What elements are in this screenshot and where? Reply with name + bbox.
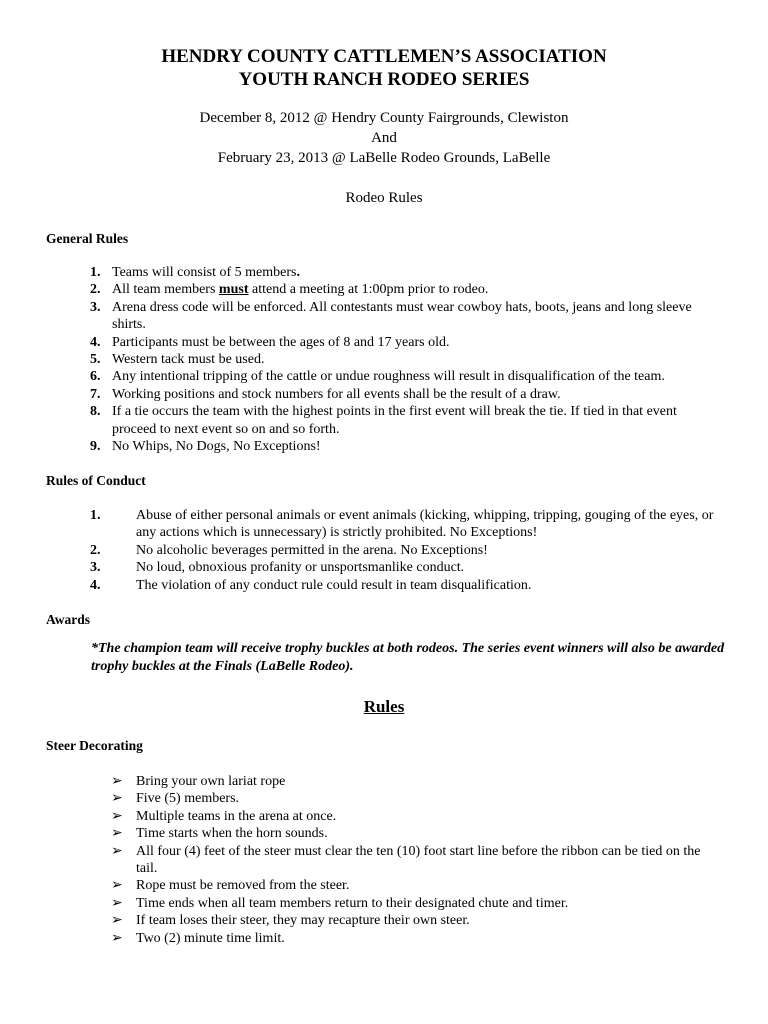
list-number: 9. <box>90 439 101 455</box>
arrow-bullet-icon: ➢ <box>111 913 123 929</box>
list-number: 5. <box>90 352 101 368</box>
list-item <box>0 808 768 825</box>
list-item <box>0 542 768 559</box>
list-item <box>0 577 768 594</box>
doc-title-line-1: HENDRY COUNTY CATTLEMEN’S ASSOCIATION <box>161 46 607 67</box>
arrow-bullet-icon: ➢ <box>111 843 123 859</box>
list-text: Abuse of either personal animals or event animals (kicking, whipping, tripping, gouging of the eyes, or any actions which is unnecessary) is strictly prohibited. No Exceptions! <box>136 508 714 541</box>
list-text: No Whips, No Dogs, No Exceptions! <box>112 439 321 455</box>
arrow-bullet-icon: ➢ <box>111 826 123 842</box>
list-item <box>0 790 768 807</box>
list-item <box>0 438 768 455</box>
list-text: Arena dress code will be enforced. All contestants must wear cowboy hats, boots, jeans and long sleeve shirts. <box>112 299 692 333</box>
steer-decorating-list <box>0 773 768 947</box>
list-text: If team loses their steer, they may recapture their own steer. <box>136 913 470 929</box>
list-text: No loud, obnoxious profanity or unsportsmanlike conduct. <box>136 560 465 576</box>
list-text: Bring your own lariat rope <box>136 774 286 789</box>
list-item <box>0 507 768 542</box>
list-item <box>0 281 768 298</box>
list-text: Teams will consist of 5 members <box>112 265 297 280</box>
list-item <box>0 877 768 894</box>
general-rules-heading: General Rules <box>46 231 129 246</box>
list-item <box>0 559 768 576</box>
awards-text: *The champion team will receive trophy buckles at both rodeos. The series event winners will also be awarded trophy buckles at the Finals (LaBelle Rodeo). <box>91 641 725 674</box>
list-text: Working positions and stock numbers for all events shall be the result of a draw. <box>112 386 561 402</box>
list-text: Time ends when all team members return to their designated chute and timer. <box>136 895 569 911</box>
list-item <box>0 299 768 334</box>
list-number: 4. <box>90 334 101 350</box>
arrow-bullet-icon: ➢ <box>111 774 123 789</box>
list-item <box>0 351 768 368</box>
arrow-bullet-icon: ➢ <box>111 895 123 911</box>
steer-decorating-heading: Steer Decorating <box>46 738 143 753</box>
arrow-bullet-icon: ➢ <box>111 878 123 894</box>
general-rules-list <box>0 264 768 455</box>
list-number: 3. <box>90 560 101 576</box>
awards-heading: Awards <box>46 612 91 627</box>
doc-subtitle: Rodeo Rules <box>345 190 423 206</box>
list-text-tail: . <box>296 265 300 280</box>
list-text: If a tie occurs the team with the highest points in the first event will break the tie. If tied in that event proceed to next event so on and so forth. <box>112 404 677 437</box>
list-item <box>0 773 768 790</box>
list-number: 3. <box>90 299 101 315</box>
list-number: 2. <box>90 282 101 298</box>
list-number: 6. <box>90 369 101 385</box>
list-number: 1. <box>90 265 101 280</box>
conduct-rules-heading: Rules of Conduct <box>46 473 146 488</box>
list-text: No alcoholic beverages permitted in the arena. No Exceptions! <box>136 542 488 558</box>
list-text: Multiple teams in the arena at once. <box>136 808 337 824</box>
doc-title-line-2: YOUTH RANCH RODEO SERIES <box>238 69 530 90</box>
arrow-bullet-icon: ➢ <box>111 808 123 824</box>
list-text: attend a meeting at 1:00pm prior to rodeo. <box>248 282 489 298</box>
conduct-rules-list <box>0 507 768 594</box>
list-text: Rope must be removed from the steer. <box>136 878 350 894</box>
list-text: Any intentional tripping of the cattle or undue roughness will result in disqualification of the team. <box>112 369 665 385</box>
rules-section-title: Rules <box>363 697 405 716</box>
event-and: And <box>371 130 397 146</box>
list-number: 2. <box>90 542 101 558</box>
list-item <box>0 895 768 912</box>
list-text: Western tack must be used. <box>112 352 265 368</box>
list-text: Two (2) minute time limit. <box>136 930 285 946</box>
arrow-bullet-icon: ➢ <box>111 930 123 946</box>
list-item <box>0 334 768 351</box>
list-item <box>0 368 768 385</box>
list-item <box>0 264 768 281</box>
arrow-bullet-icon: ➢ <box>111 791 123 807</box>
list-item <box>0 930 768 947</box>
list-item <box>0 403 768 438</box>
event-date-2: February 23, 2013 @ LaBelle Rodeo Grounds, LaBelle <box>217 150 551 166</box>
list-number: 4. <box>90 577 101 593</box>
list-item <box>0 843 768 878</box>
list-number: 7. <box>90 386 101 402</box>
list-item <box>0 912 768 929</box>
event-date-1: December 8, 2012 @ Hendry County Fairgrounds, Clewiston <box>199 110 569 126</box>
list-item <box>0 386 768 403</box>
list-item <box>0 825 768 842</box>
emphasis-must: must <box>218 282 249 298</box>
list-text: All four (4) feet of the steer must clear the ten (10) foot start line before the ribbon can be tied on the tail. <box>136 843 701 877</box>
list-number: 1. <box>90 508 101 523</box>
list-text: All team members <box>112 282 219 298</box>
list-text: The violation of any conduct rule could result in team disqualification. <box>136 577 532 593</box>
list-text: Five (5) members. <box>136 791 240 807</box>
list-text: Time starts when the horn sounds. <box>136 826 328 842</box>
list-text: Participants must be between the ages of 8 and 17 years old. <box>112 334 450 350</box>
list-number: 8. <box>90 404 101 420</box>
